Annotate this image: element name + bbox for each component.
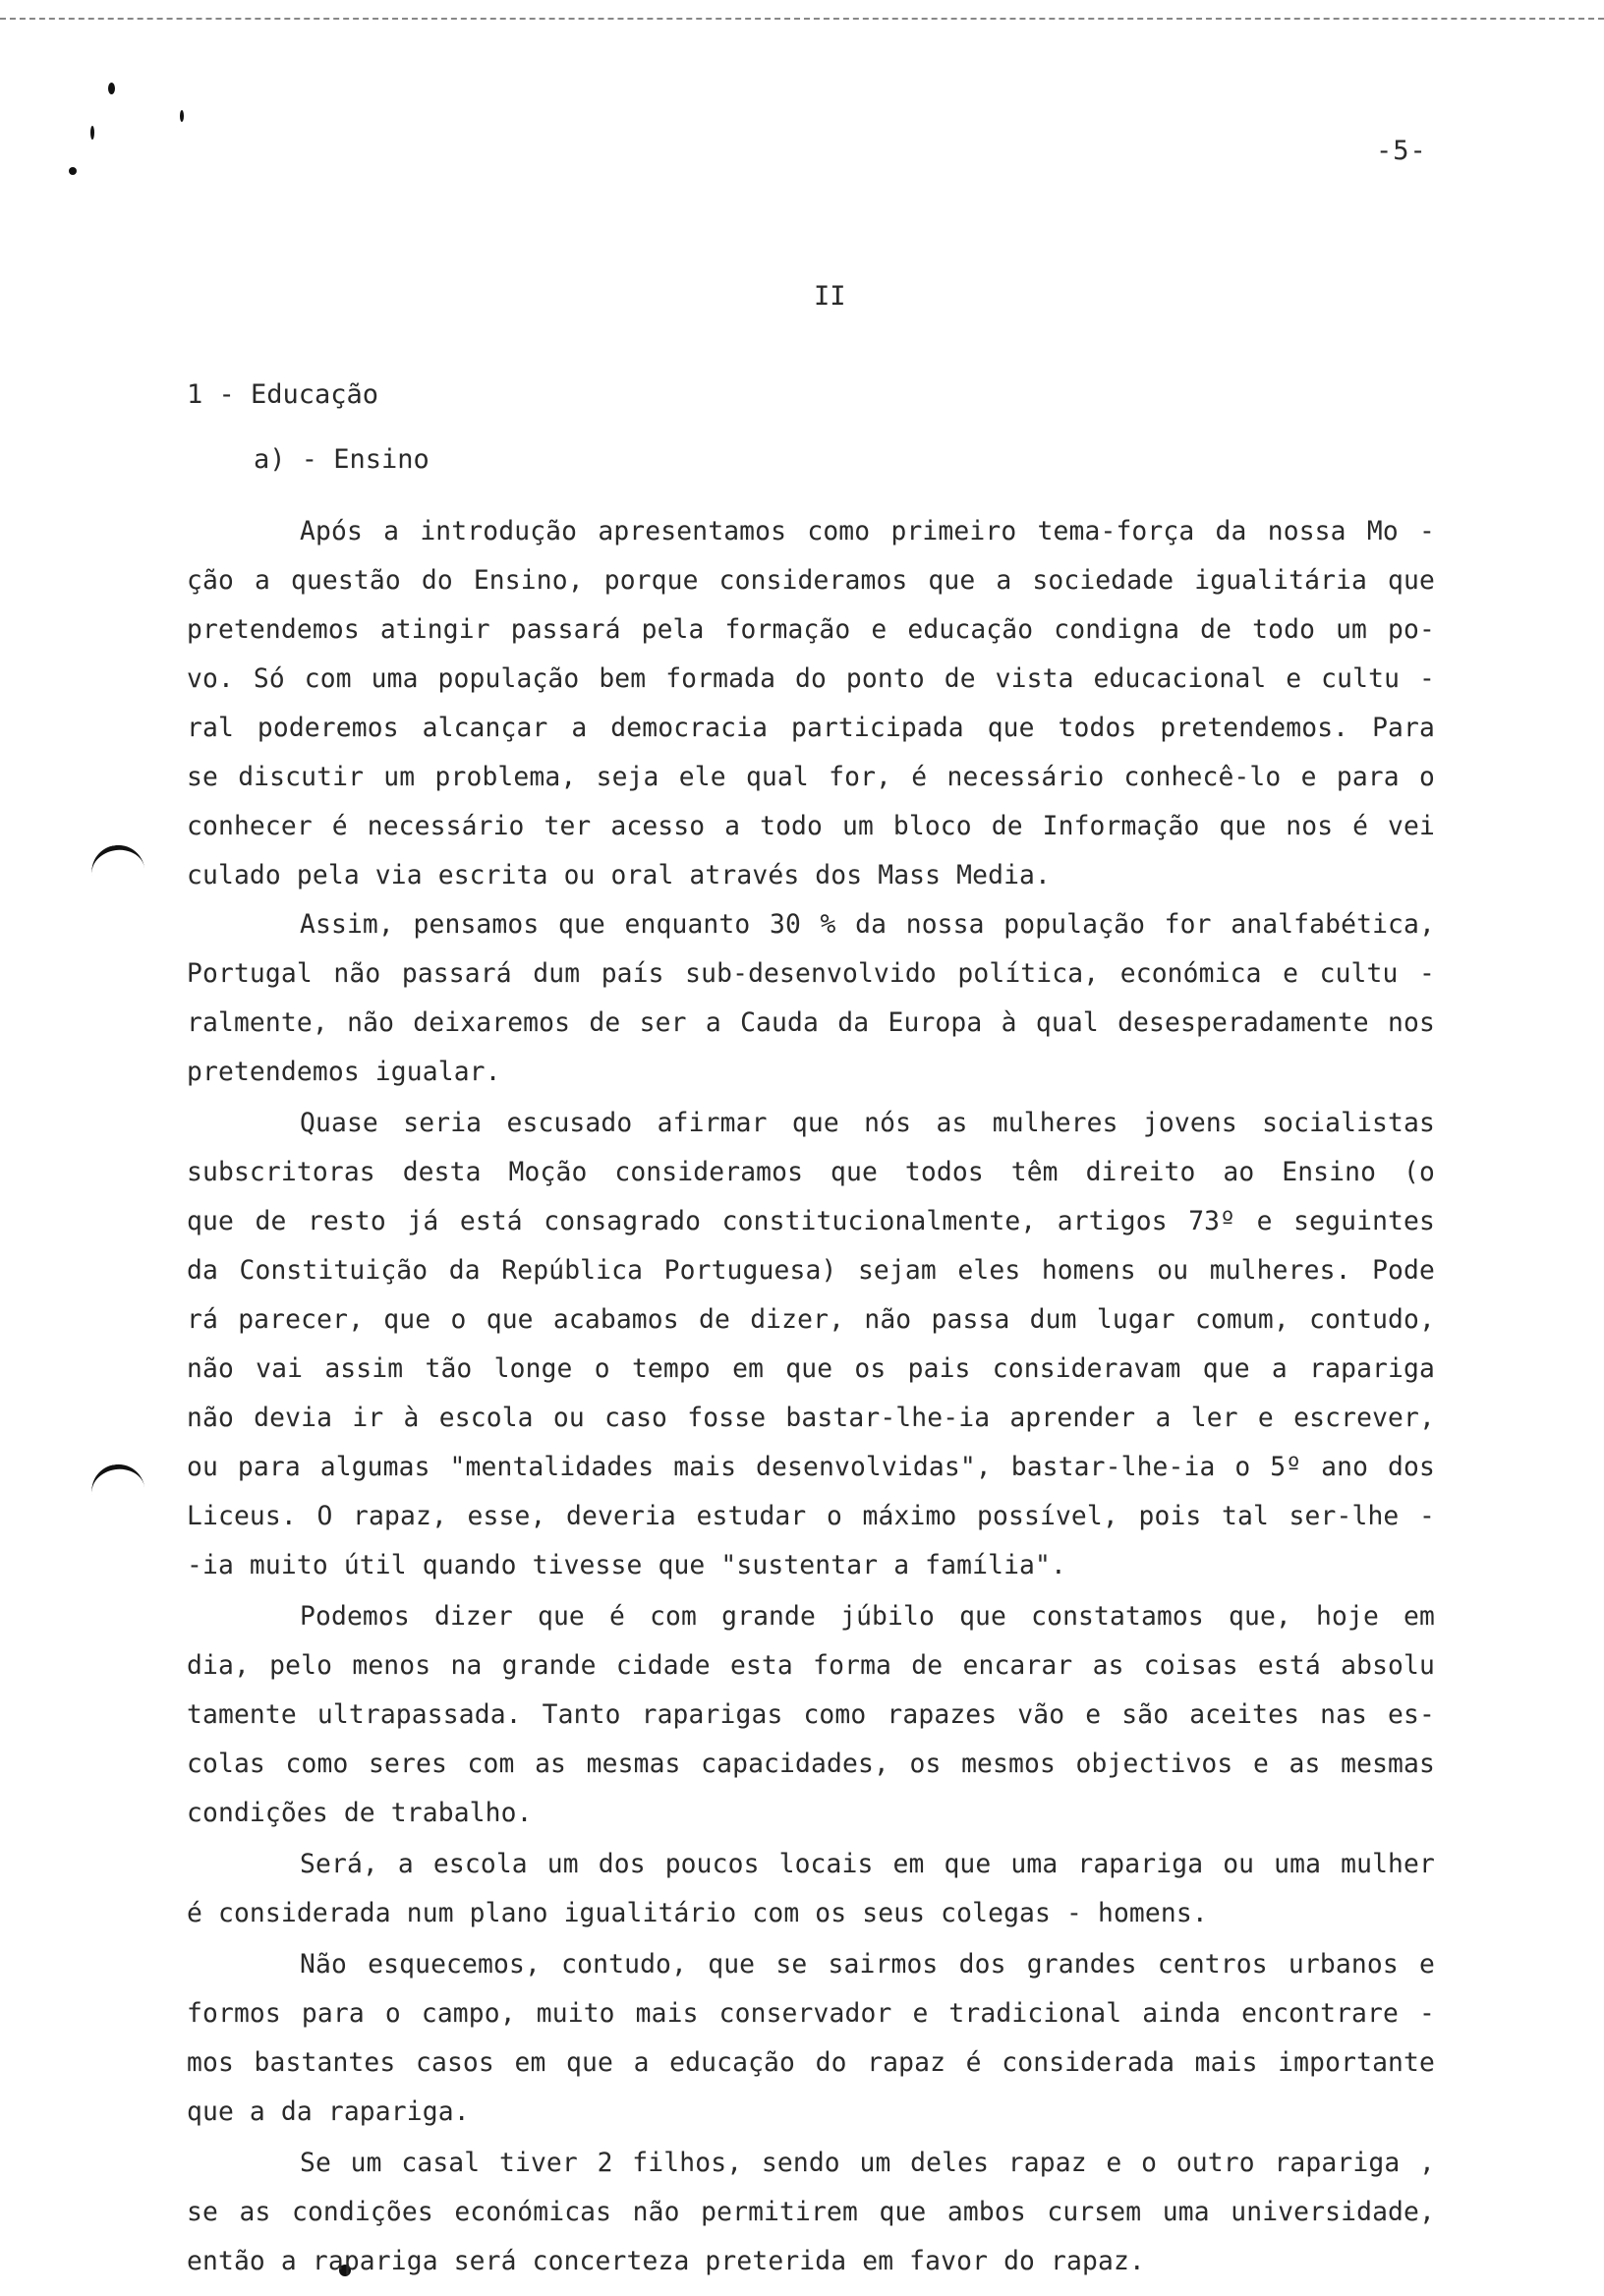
subsection-heading: a) - Ensino	[254, 444, 430, 475]
text-line: que a da rapariga.	[187, 2097, 470, 2127]
text-line: conhecer é necessário ter acesso a todo um bloco de Informação que nos é vei	[187, 812, 1435, 841]
text-line: não vai assim tão longe o tempo em que os pais consideravam que a rapariga	[187, 1354, 1435, 1384]
text-line: então a rapariga será concerteza preterida em favor do rapaz.	[187, 2247, 1145, 2276]
text-line: se discutir um problema, seja ele qual for, é necessário conhecê-lo e para o	[187, 763, 1435, 792]
text-line: ção a questão do Ensino, porque consideramos que a sociedade igualitária que	[187, 566, 1435, 596]
text-line: ou para algumas "mentalidades mais desenvolvidas", bastar-lhe-ia o 5º ano dos	[187, 1453, 1435, 1482]
text-line: Portugal não passará dum país sub-desenvolvido política, económica e cultu -	[187, 959, 1435, 989]
text-line: mos bastantes casos em que a educação do rapaz é considerada mais importante	[187, 2048, 1435, 2078]
text-line: Podemos dizer que é com grande júbilo que constatamos que, hoje em	[300, 1602, 1435, 1632]
text-line: Assim, pensamos que enquanto 30 % da nossa população for analfabética,	[300, 910, 1435, 940]
text-line: da Constituição da República Portuguesa) sejam eles homens ou mulheres. Pode	[187, 1256, 1435, 1286]
text-line: formos para o campo, muito mais conservador e tradicional ainda encontrare -	[187, 1999, 1435, 2029]
text-line: pretendemos atingir passará pela formação e educação condigna de todo um po-	[187, 615, 1435, 645]
punch-hole-mark	[88, 841, 145, 883]
page-number: -5-	[1376, 136, 1427, 166]
text-line: Não esquecemos, contudo, que se sairmos dos grandes centros urbanos e	[300, 1950, 1435, 1980]
text-line: ral poderemos alcançar a democracia participada que todos pretendemos. Para	[187, 714, 1435, 743]
text-line: se as condições económicas não permitirem que ambos cursem uma universidade,	[187, 2198, 1435, 2227]
text-line: ralmente, não deixaremos de ser a Cauda da Europa à qual desesperadamente nos	[187, 1008, 1435, 1038]
scan-speck	[90, 126, 94, 140]
text-line: rá parecer, que o que acabamos de dizer, não passa dum lugar comum, contudo,	[187, 1305, 1435, 1335]
text-line: Se um casal tiver 2 filhos, sendo um deles rapaz e o outro rapariga ,	[300, 2149, 1435, 2178]
text-line: Quase seria escusado afirmar que nós as mulheres jovens socialistas	[300, 1109, 1435, 1138]
text-line: condições de trabalho.	[187, 1799, 533, 1828]
text-line: -ia muito útil quando tivesse que "sustentar a família".	[187, 1551, 1066, 1580]
text-line: dia, pelo menos na grande cidade esta forma de encarar as coisas está absolu	[187, 1651, 1435, 1681]
scan-speck	[108, 83, 115, 94]
text-line: é considerada num plano igualitário com os seus colegas - homens.	[187, 1899, 1208, 1928]
punch-hole-mark	[88, 1461, 145, 1502]
text-line: Será, a escola um dos poucos locais em que uma rapariga ou uma mulher	[300, 1850, 1435, 1879]
text-line: que de resto já está consagrado constitucionalmente, artigos 73º e seguintes	[187, 1207, 1435, 1236]
scan-speck	[180, 110, 184, 122]
text-line: culado pela via escrita ou oral através dos Mass Media.	[187, 861, 1052, 890]
text-line: pretendemos igualar.	[187, 1058, 501, 1087]
text-line: tamente ultrapassada. Tanto raparigas como rapazes vão e são aceites nas es-	[187, 1700, 1435, 1730]
top-scan-edge	[0, 18, 1604, 20]
text-line: não devia ir à escola ou caso fosse bastar-lhe-ia aprender a ler e escrever,	[187, 1404, 1435, 1433]
text-line: Após a introdução apresentamos como primeiro tema-força da nossa Mo -	[300, 517, 1435, 546]
text-line: Liceus. O rapaz, esse, deveria estudar o máximo possível, pois tal ser-lhe -	[187, 1502, 1435, 1531]
section-heading: 1 - Educação	[187, 379, 379, 410]
text-line: subscritoras desta Moção consideramos que todos têm direito ao Ensino (o	[187, 1158, 1435, 1187]
section-number: II	[814, 281, 846, 312]
scan-speck	[69, 167, 77, 175]
text-line: colas como seres com as mesmas capacidades, os mesmos objectivos e as mesmas	[187, 1750, 1435, 1779]
text-line: vo. Só com uma população bem formada do ponto de vista educacional e cultu -	[187, 664, 1435, 694]
